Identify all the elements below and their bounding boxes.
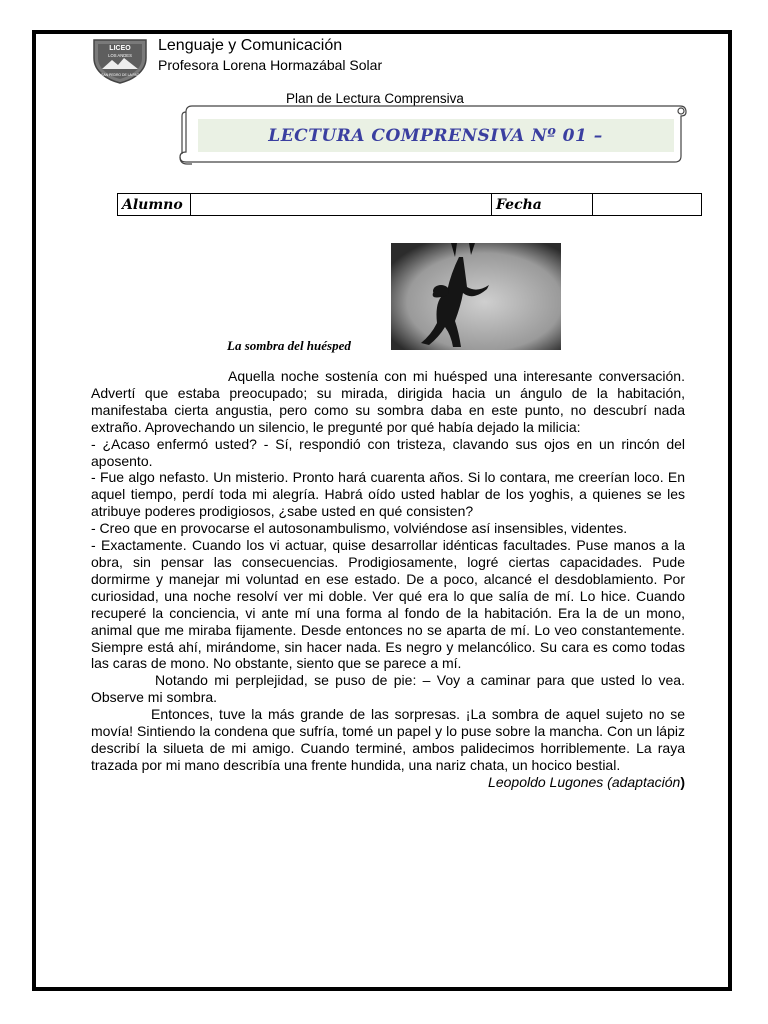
story-paragraph: - Exactamente. Cuando los vi actuar, quise desarrollar idénticas facultades. Puse manos a la obra, sin pensar las consecuencias. Prodigiosamente, logré ciertas capacidades. Pude dormirme y manejar mi voluntad en ese estado. De a poco, alcancé el desdoblamiento. Por curiosidad, una noche resolví ver mi doble. Ver qué era lo que salía de mí. Lo hice. Cuando recuperé la conciencia, vi ante mí una forma al fondo de la habitación. Era la de un mono, animal que me miraba fijamente. Desde entonces no se aparta de mí. Lo veo constantemente. Siempre está ahí, mirándome, sin hacer nada. Es negro y melancólico. Su cara es como todas las caras de mono. No obstante, siento que se parece a mí. [91,537,685,672]
story-paragraph: Aquella noche sostenía con mi huésped una interesante conversación. Advertí que estaba preocupado; su mirada, dirigida hacia un ángulo de la habitación, manifestaba cierta angustia, pero como su sombra daba en este punto, no descubrí nada extraño. Aprovechando un silencio, le pregunté por qué había dejado la milicia: [91,368,685,435]
svg-text:LICEO: LICEO [109,45,131,52]
shadow-photo [391,243,561,350]
story-paragraph: - Creo que en provocarse el autosonambulismo, volviéndose así insensibles, videntes. [91,520,628,537]
subject-title: Lenguaje y Comunicación [158,37,343,54]
story-paragraph: - ¿Acaso enfermó usted? - Sí, respondió con tristeza, clavando sus ojos en un rincón del aposento. [91,435,685,469]
date-field[interactable] [593,194,702,216]
teacher-name: Profesora Lorena Hormazábal Solar [158,57,383,73]
school-logo [92,38,148,84]
story-text [91,368,685,791]
story-title: La sombra del huésped [227,338,351,353]
banner-title: LECTURA COMPRENSIVA Nº 01 – [268,126,603,146]
student-label: Alumno [118,194,191,216]
student-field[interactable] [191,194,492,216]
svg-text:SAN PEDRO DE LA PAZ: SAN PEDRO DE LA PAZ [101,73,139,77]
author-close: ) [680,773,685,790]
date-label: Fecha [492,194,593,216]
story-author [91,774,685,791]
svg-text:LOS ANDES: LOS ANDES [108,53,132,58]
story-paragraph: Entonces, tuve la más grande de las sorpresas. ¡La sombra de aquel sujeto no se movía! Sintiendo la condena que sufría, tomé un papel y lo puse sobre la mancha. Con un lápiz describí la silueta de mi amigo. Cuando terminé, ambos palidecimos horriblemente. La raya trazada por mi mano describía una frente hundida, una nariz chata, un hocico bestial. [91,706,685,773]
author-name: Leopoldo Lugones (adaptación [488,773,681,790]
student-info-table [117,193,702,216]
story-paragraph: - Fue algo nefasto. Un misterio. Pronto hará cuarenta años. Si lo contara, me creerían loco. En aquel tiempo, perdí toda mi alegría. Habrá oído usted hablar de los yoghis, a quienes se les atribuye poderes prodigiosos, ¿sabe usted en qué consisten? [91,469,685,520]
plan-heading: Plan de Lectura Comprensiva [286,91,464,106]
story-paragraph: Notando mi perplejidad, se puso de pie: – Voy a caminar para que usted lo vea. Observe mi sombra. [91,672,685,706]
